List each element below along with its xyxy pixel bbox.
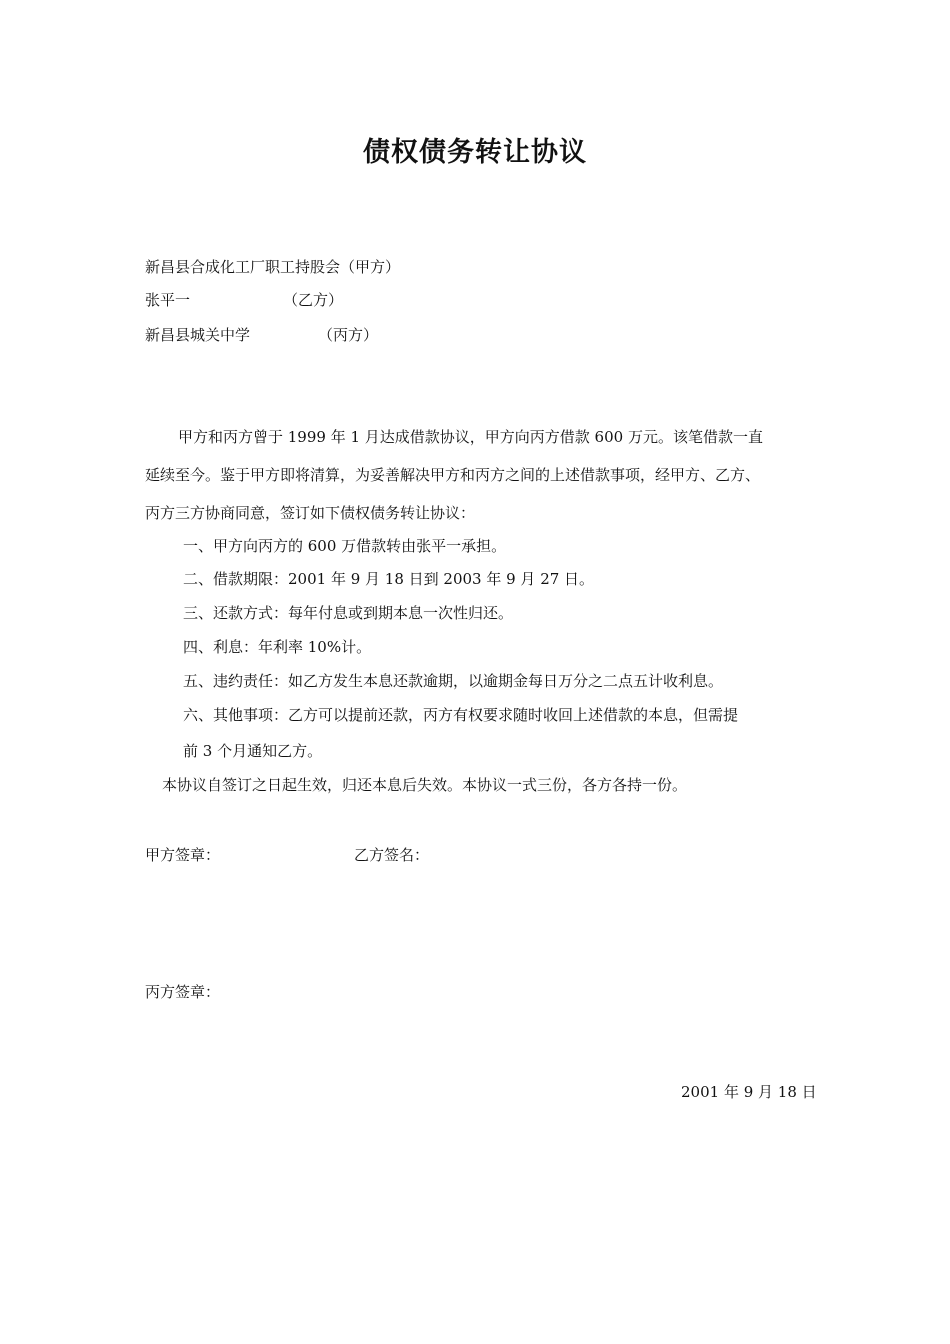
- party-c-line: [145, 325, 445, 345]
- party-c-signature-label: 丙方签章：: [145, 983, 221, 1001]
- party-a-signature-label: 甲方签章：: [145, 846, 221, 864]
- agreement-date: 2001 年 9 月 18 日: [681, 1083, 817, 1101]
- clause-4: 四、利息：年利率 10%计。: [183, 638, 372, 656]
- clause-2: 二、借款期限：2001 年 9 月 18 日到 2003 年 9 月 27 日。: [183, 570, 595, 588]
- party-a-name: 新昌县合成化工厂职工持股会: [145, 258, 341, 276]
- party-b-line: [145, 290, 445, 310]
- document-title: 债权债务转让协议: [363, 137, 587, 168]
- party-b-signature-label: 乙方签名：: [354, 846, 430, 864]
- intro-line-2: 延续至今。鉴于甲方即将清算，为妥善解决甲方和丙方之间的上述借款事项，经甲方、乙方、: [145, 466, 761, 484]
- party-a-line: [145, 257, 400, 277]
- party-a-role: （甲方）: [340, 258, 401, 276]
- closing-statement: 本协议自签订之日起生效，归还本息后失效。本协议一式三份，各方各持一份。: [162, 776, 688, 794]
- clause-3: 三、还款方式：每年付息或到期本息一次性归还。: [183, 604, 514, 622]
- clause-6-line-1: 六、其他事项：乙方可以提前还款，丙方有权要求随时收回上述借款的本息，但需提: [183, 706, 739, 724]
- clause-6-line-2: 前 3 个月通知乙方。: [183, 742, 323, 760]
- party-c-name: 新昌县城关中学: [145, 326, 251, 344]
- intro-line-1: 甲方和丙方曾于 1999 年 1 月达成借款协议，甲方向丙方借款 600 万元。该笔借款一直: [178, 428, 763, 446]
- party-b-role: （乙方）: [283, 291, 344, 309]
- party-b-name: 张平一: [145, 291, 191, 309]
- party-c-role: （丙方）: [318, 326, 379, 344]
- clause-5: 五、违约责任：如乙方发生本息还款逾期，以逾期金每日万分之二点五计收利息。: [183, 672, 724, 690]
- intro-line-3: 丙方三方协商同意，签订如下债权债务转让协议：: [145, 504, 476, 522]
- clause-1: 一、甲方向丙方的 600 万借款转由张平一承担。: [183, 537, 507, 555]
